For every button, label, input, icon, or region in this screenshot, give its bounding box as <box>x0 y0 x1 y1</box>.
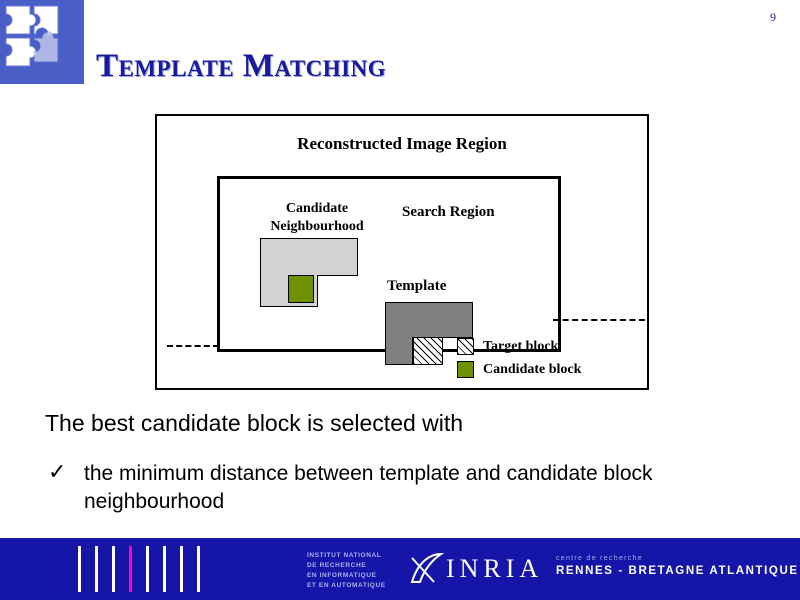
footer-stripe-highlight <box>129 546 132 592</box>
footer-center-info <box>556 555 799 577</box>
footer-stripe-1 <box>78 546 81 592</box>
legend-swatch-candidate-icon <box>457 361 474 378</box>
legend-label-target: Target block <box>483 338 559 354</box>
slide-number: 9 <box>770 10 776 24</box>
footer-stripe-6 <box>180 546 183 592</box>
inria-mark-icon <box>408 552 444 586</box>
legend-label-candidate: Candidate block <box>483 361 582 377</box>
inria-wordmark: INRIA <box>446 554 544 583</box>
candidate-block-marker <box>288 275 314 303</box>
footer-institute-line-1: INSTITUT NATIONAL <box>307 552 382 559</box>
candidate-neighbourhood-label <box>252 200 382 235</box>
target-block-marker <box>413 337 443 365</box>
inria-logo <box>408 552 543 586</box>
footer-institute-line-4: ET EN AUTOMATIQUE <box>307 582 386 590</box>
scan-line-left <box>167 345 219 347</box>
footer-stripe-4 <box>146 546 149 592</box>
page-title: Template Matching <box>96 48 387 84</box>
footer-institute-text <box>307 551 386 591</box>
legend-item-candidate <box>457 361 581 378</box>
footer-center-small: centre de recherche <box>556 555 643 562</box>
bullet-item <box>48 460 748 517</box>
body-lead-text: The best candidate block is selected with <box>45 410 464 436</box>
scan-line-right <box>553 319 645 321</box>
bullet-text: the minimum distance between template and candidate block neighbourhood <box>84 462 653 514</box>
candidate-neighbourhood-label-line1: Candidate <box>285 201 349 216</box>
slide-footer <box>0 538 800 600</box>
footer-institute-line-3: EN INFORMATIQUE <box>307 572 377 580</box>
search-region-label: Search Region <box>402 204 495 220</box>
candidate-neighbourhood-shape-top <box>260 238 358 276</box>
template-label: Template <box>387 278 447 294</box>
legend-item-target <box>457 338 581 355</box>
template-shape-bottom <box>385 337 413 365</box>
figure-legend <box>457 338 581 384</box>
check-icon: ✓ <box>48 460 67 485</box>
figure-caption: Reconstructed Image Region <box>297 134 507 153</box>
template-shape-top <box>385 302 473 338</box>
footer-institute-line-2: DE RECHERCHE <box>307 562 367 570</box>
footer-stripe-7 <box>197 546 200 592</box>
footer-stripe-group <box>78 546 214 592</box>
footer-stripe-3 <box>112 546 115 592</box>
template-matching-figure <box>155 114 649 390</box>
puzzle-logo <box>0 0 84 84</box>
footer-stripe-2 <box>95 546 98 592</box>
candidate-neighbourhood-label-line2: Neighbourhood <box>270 218 364 234</box>
legend-swatch-target-icon <box>457 338 474 355</box>
footer-center-big: RENNES - BRETAGNE ATLANTIQUE <box>556 565 799 577</box>
footer-stripe-5 <box>163 546 166 592</box>
